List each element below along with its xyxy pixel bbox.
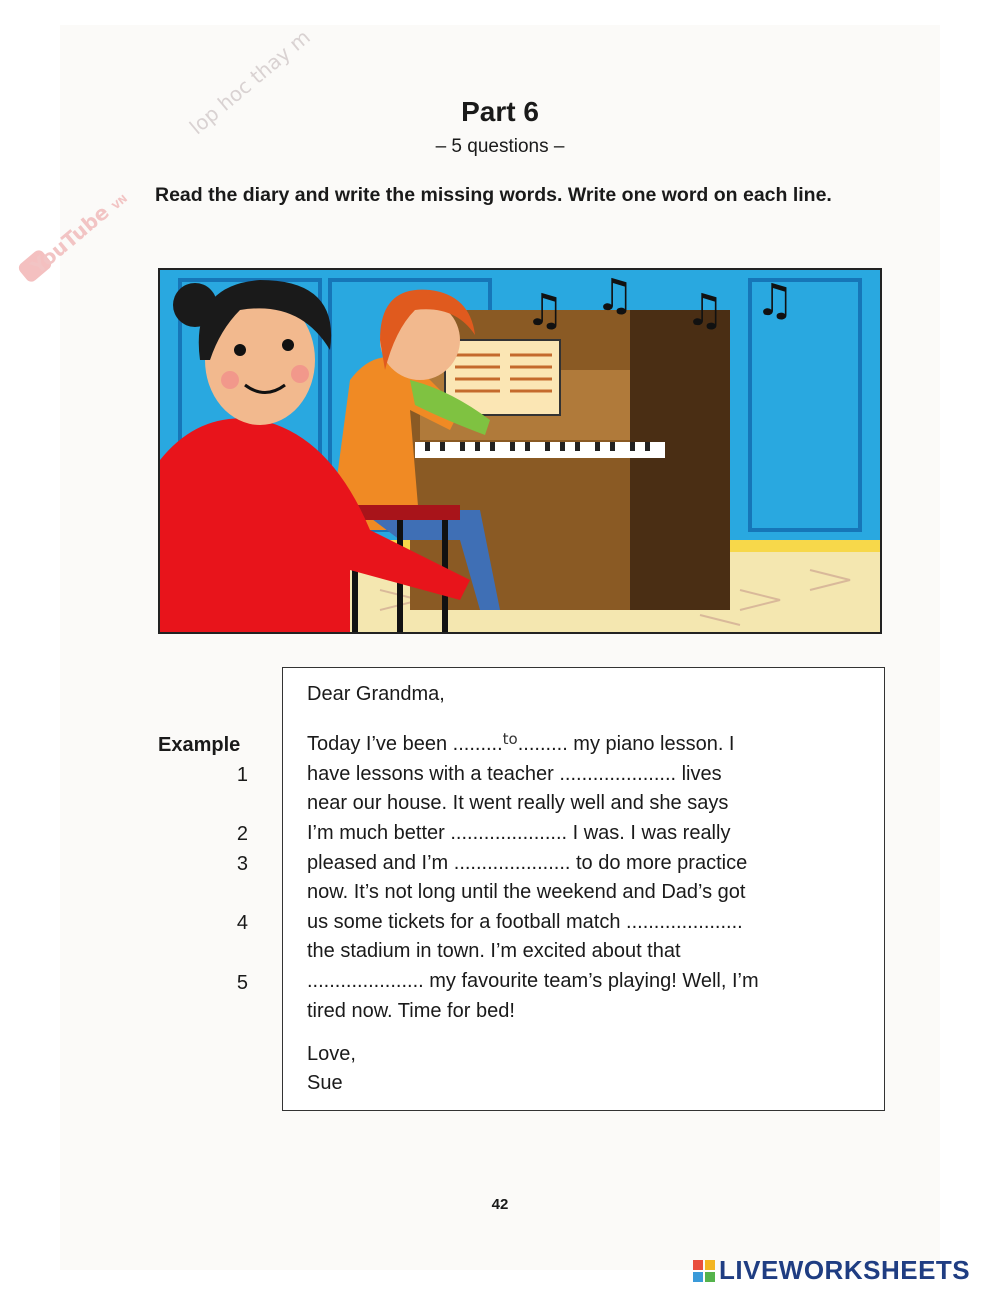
woman-cheek: [221, 371, 239, 389]
letter-line: us some tickets for a football match .....................: [307, 911, 743, 933]
woman-eye: [234, 344, 246, 356]
example-answer: to: [502, 730, 518, 748]
site-watermark: lop hoc thay m: [184, 24, 315, 140]
letter-line: ..................... my favourite team’s playing! Well, I’m: [307, 970, 759, 992]
question-count: – 5 questions –: [435, 136, 565, 157]
example-label: Example: [158, 734, 241, 756]
instructions: Read the diary and write the missing words. Write one word on each line.: [155, 184, 832, 206]
woman-cheek: [291, 365, 309, 383]
woman-eye: [282, 339, 294, 351]
letter-line: pleased and I’m ..................... to do more practice: [307, 852, 748, 874]
brand-name: LIVEWORKSHEETS: [719, 1255, 971, 1285]
question-number-1: 1: [236, 764, 248, 786]
letter-signature: Sue: [307, 1072, 343, 1094]
svg-text:♫: ♫: [525, 285, 565, 336]
youtube-watermark-text: YouTube: [26, 199, 114, 279]
letter-closing: Love,: [307, 1043, 356, 1065]
liveworksheets-logo[interactable]: [693, 1255, 970, 1286]
illustration-svg: [160, 270, 882, 634]
letter-line: now. It’s not long until the weekend and Dad’s got: [307, 881, 746, 903]
woman-hair-bun: [173, 283, 217, 327]
example-text-after: ......... my piano lesson. I: [517, 733, 735, 755]
question-number-2: 2: [236, 823, 248, 845]
piano-side: [630, 310, 730, 610]
piano-keys: [415, 442, 665, 458]
letter-line: I’m much better ..................... I was. I was really: [307, 822, 731, 844]
page-number: 42: [491, 1196, 509, 1213]
letter-line: near our house. It went really well and she says: [307, 792, 729, 814]
svg-text:♫: ♫: [595, 270, 635, 321]
question-number-4: 4: [236, 912, 248, 934]
letter-greeting: Dear Grandma,: [307, 683, 445, 705]
svg-text:♫: ♫: [685, 285, 725, 336]
letter-line: have lessons with a teacher ..................... lives: [307, 763, 722, 785]
question-number-3: 3: [236, 853, 248, 875]
letter-line: the stadium in town. I’m excited about that: [307, 940, 681, 962]
letter-example-line: [307, 730, 735, 756]
letter-line: tired now. Time for bed!: [307, 1000, 515, 1022]
liveworksheets-icon: [693, 1260, 715, 1282]
svg-text:♫: ♫: [755, 275, 795, 326]
example-text-before: Today I’ve been .........: [307, 733, 503, 755]
part-title: Part 6: [461, 96, 539, 127]
question-number-5: 5: [236, 972, 248, 994]
piano-lesson-illustration: [158, 268, 882, 634]
youtube-watermark-suffix: VN: [110, 193, 130, 213]
